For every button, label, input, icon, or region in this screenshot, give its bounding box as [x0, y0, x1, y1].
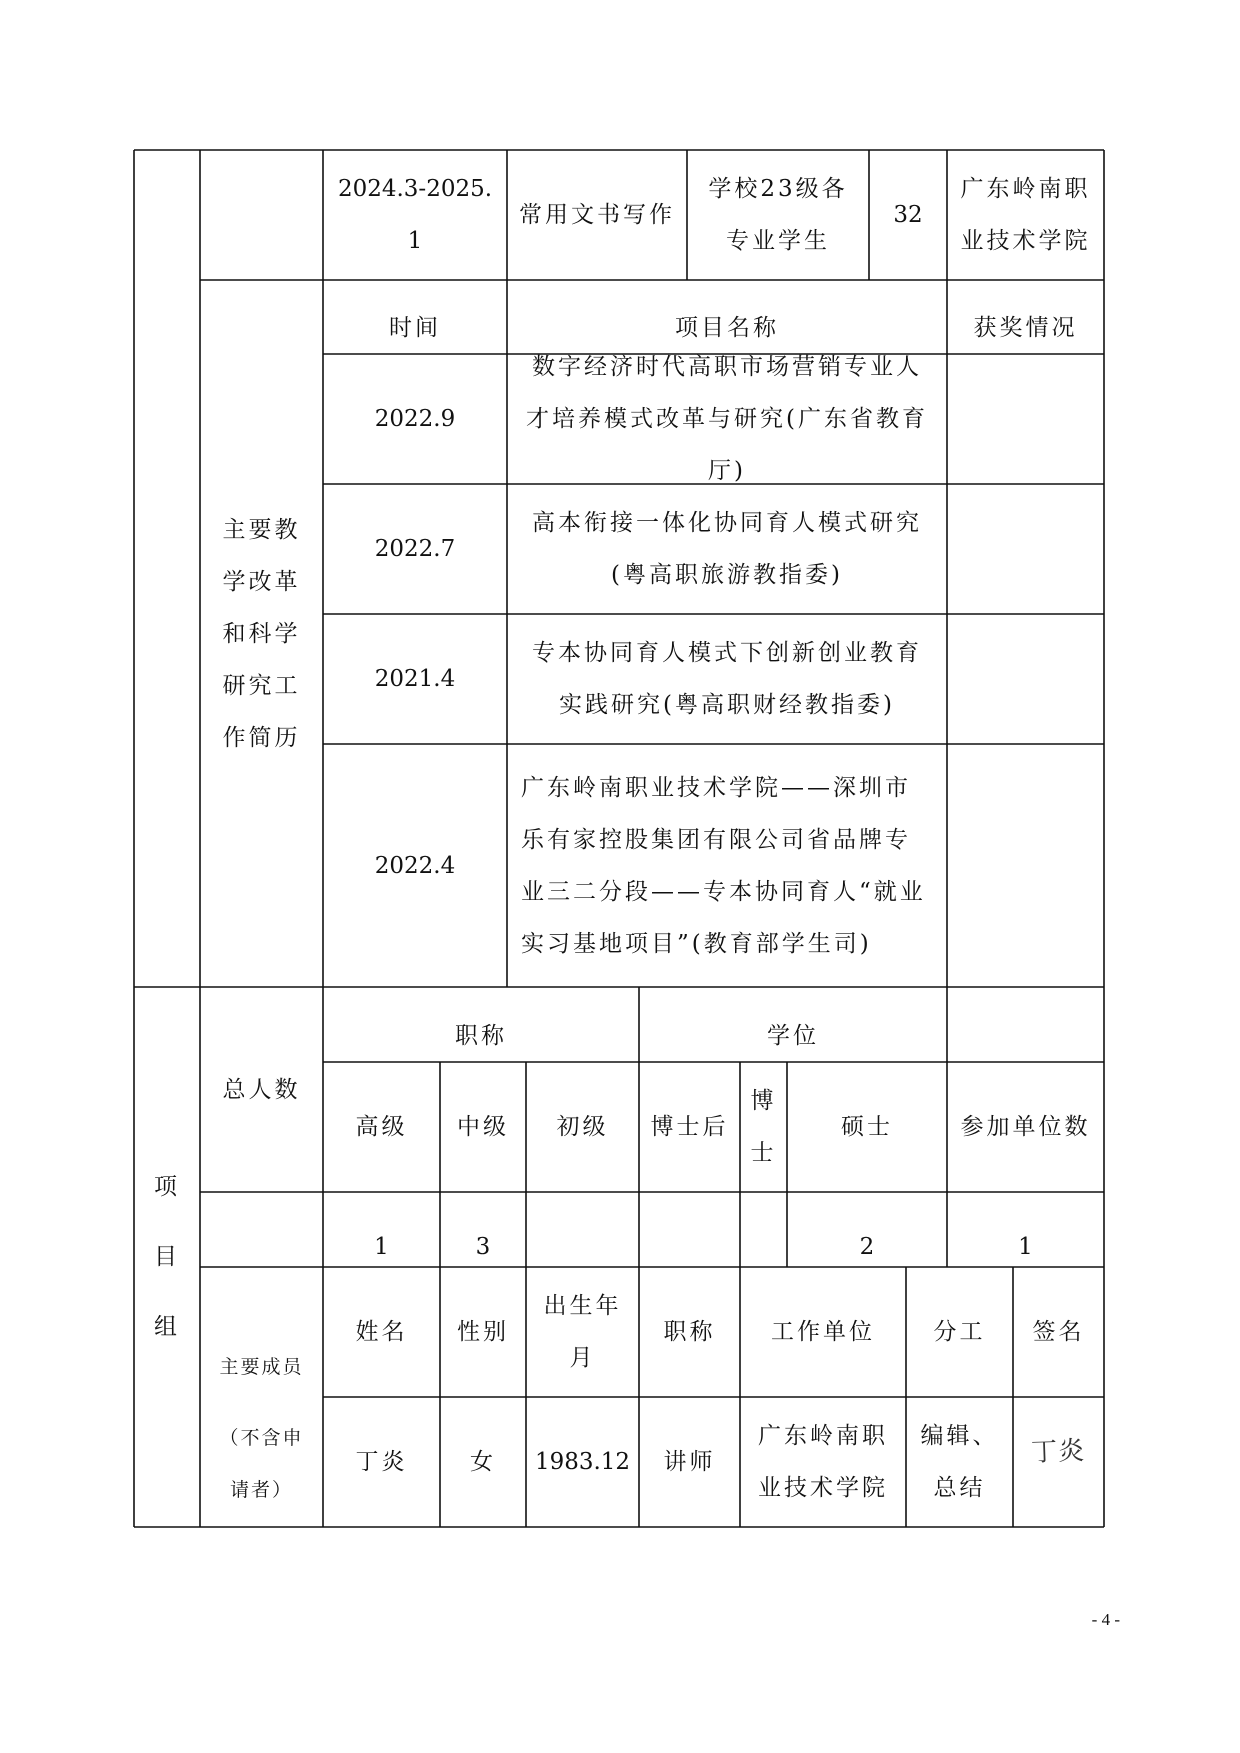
research-row-award — [947, 614, 1104, 744]
research-row-time: 2022.7 — [374, 536, 456, 562]
teaching-institution: 广东岭南职业技术学院 — [960, 176, 1091, 254]
member-name: 丁炎 — [355, 1449, 408, 1475]
team-count-total — [200, 1192, 323, 1267]
member-header-name: 姓名 — [355, 1319, 408, 1345]
research-header-project: 项目名称 — [675, 315, 779, 341]
page-number: - 4 - — [1091, 1610, 1120, 1629]
team-count-phd — [740, 1192, 787, 1267]
team-count-postdoc — [639, 1192, 740, 1267]
team-members-label: 主要成员 — [219, 1356, 304, 1378]
research-header-time: 时间 — [389, 315, 441, 341]
research-header-award: 获奖情况 — [973, 315, 1078, 341]
member-unit: 广东岭南职业技术学院 — [758, 1423, 888, 1501]
team-title-group: 职称 — [455, 1022, 507, 1049]
research-row-project: 专本协同育人模式下创新创业教育实践研究(粤高职财经教指委) — [532, 640, 922, 718]
teaching-audience: 学校23级各专业学生 — [708, 176, 848, 254]
research-row-time: 2022.4 — [374, 852, 456, 879]
research-row-project: 数字经济时代高职市场营销专业人才培养模式改革与研究(广东省教育厅) — [526, 354, 928, 484]
member-birth: 1983.12 — [534, 1449, 631, 1475]
member-header-birth: 出生年月 — [543, 1293, 622, 1371]
research-row-award — [947, 354, 1104, 484]
teaching-hours: 32 — [893, 202, 923, 228]
team-header-units: 参加单位数 — [960, 1114, 1091, 1140]
member-header-role: 分工 — [933, 1319, 986, 1345]
member-role: 编辑、总结 — [920, 1423, 999, 1501]
team-header-phd: 博士 — [750, 1088, 777, 1166]
teaching-course: 常用文书写作 — [519, 202, 675, 228]
member-header-unit: 工作单位 — [771, 1319, 875, 1345]
team-members-note: （不含申请者） — [219, 1427, 304, 1501]
member-header-title: 职称 — [663, 1319, 716, 1345]
teaching-period: 2024.3-2025.1 — [337, 176, 493, 254]
research-section-label: 主要教学改革和科学研究工作简历 — [222, 516, 301, 751]
team-total-label: 总人数 — [222, 1076, 301, 1103]
member-header-gender: 性别 — [457, 1319, 509, 1345]
member-header-signature: 签名 — [1032, 1319, 1085, 1345]
research-row-time: 2021.4 — [374, 666, 456, 692]
research-row-time: 2022.9 — [374, 406, 456, 432]
member-title: 讲师 — [663, 1449, 716, 1475]
research-row-project: 广东岭南职业技术学院——深圳市乐有家控股集团有限公司省品牌专业三二分段——专本协同育人“就业实习基地项目”(教育部学生司) — [521, 774, 926, 957]
team-count-master: 2 — [859, 1233, 875, 1260]
team-degree-group: 学位 — [767, 1022, 819, 1049]
team-header-middle: 中级 — [457, 1114, 509, 1140]
research-row-award — [947, 484, 1104, 614]
team-header-junior: 初级 — [556, 1114, 609, 1140]
team-count-middle: 3 — [475, 1233, 491, 1260]
team-count-units: 1 — [1018, 1233, 1033, 1260]
team-section-label: 项目组 — [154, 1174, 180, 1340]
team-header-master: 硕士 — [841, 1114, 893, 1140]
research-row-project: 高本衔接一体化协同育人模式研究(粤高职旅游教指委) — [532, 510, 922, 588]
team-header-senior: 高级 — [355, 1114, 408, 1140]
team-count-senior: 1 — [374, 1233, 389, 1260]
team-count-junior — [526, 1192, 639, 1267]
team-header-postdoc: 博士后 — [650, 1114, 729, 1140]
member-signature: 丁炎 — [1030, 1436, 1086, 1468]
member-gender: 女 — [470, 1449, 496, 1475]
research-row-award — [947, 744, 1104, 987]
